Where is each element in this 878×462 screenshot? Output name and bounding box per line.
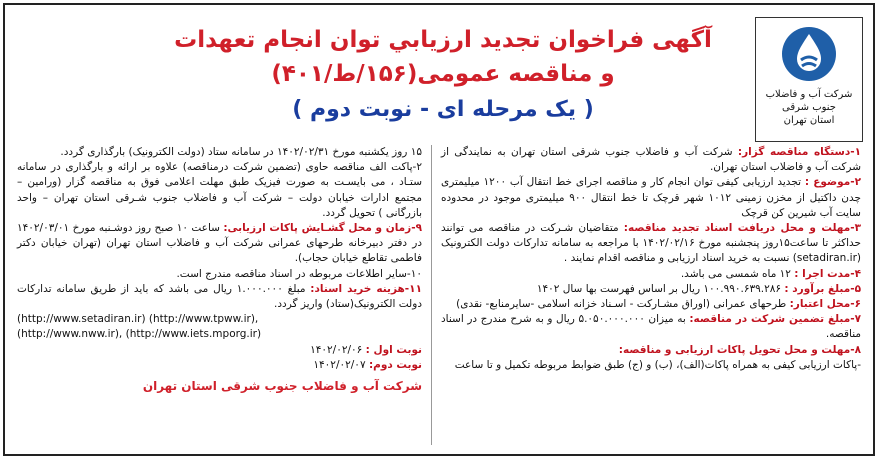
clause-8-continued: ۱۵ روز یکشنبه مورخ ۱۴۰۲/۰۲/۳۱ در سامانه ستاد (دولت الکترونیک) بارگذاری گردد.	[60, 146, 422, 158]
clause-9: ۹-زمان و محل گشـایش پاکات ارزیابی: ساعت ۱۰ صبح روز دوشـنبه مورخ ۱۴۰۲/۰۳/۰۱ در دفتر دبیرخانه طرحهای عمرانی شرکت آب و فاضلاب استان تهران (تهران خیابان دکتر فاطمی تقاطع خیابان حجاب).	[17, 222, 423, 265]
clause-7: ۷-مبلغ تضمین شرکت در مناقصه: به میزان ۵.۰۵۰.۰۰۰.۰۰۰ ریال و به شرح مندرج در اسناد مناقصه.	[441, 313, 861, 341]
clause-4: ۴-مدت اجرا : ۱۲ ماه شمسی می باشد.	[680, 267, 861, 280]
tender-notice	[3, 3, 875, 456]
organization-logo-box	[755, 17, 863, 142]
footer-signature: شرکت آب و فاضلاب جنوب شرقی استان تهران	[142, 379, 422, 394]
clause-6: ۶-محل اعتبار: طرحهای عمرانی (اوراق مشـارکت - اسـناد خزانه اسلامی -سایرمنابع- نقدی)	[456, 298, 861, 311]
clause-10: ۱۰-سایر اطلاعات مربوطه در اسناد مناقصه مندرج است.	[176, 267, 422, 280]
organization-name: شرکت آب و فاضلاب جنوب شرقی استان تهران	[765, 89, 853, 126]
clause-5: ۵-مبلغ برآورد : ۱۰۰.۹۹۰.۶۳۹.۲۸۶ ریال بر اساس فهرست بها سال ۱۴۰۲	[536, 282, 861, 295]
column-divider	[431, 145, 432, 445]
clause-1: ۱-دستگاه مناقصه گزار: شرکت آب و فاضلاب جنوب شرقی استان تهران به نمایندگی از شرکت آب و فاضلاب استان تهران.	[441, 146, 861, 174]
clause-3: ۳-مهلت و محل دریافت اسناد تجدید مناقصه: متقاضیان شـرکت در مناقصه می توانند حداکثر تا ساعت۱۵روز پنجشنبه مورخ ۱۴۰۲/۰۲/۱۶ با مراجعه به سامانه تدارکات دولت الکترونیک (setadiran.ir) نسبت به خرید اسناد ارزیابی و مناقصه اقدام نمایند .	[441, 222, 861, 265]
notice-title: آگهی فراخوان تجدید ارزیابي توان انجام تعهدات	[174, 27, 712, 53]
clause-11: ۱۱-هزینه خرید اسناد: مبلغ ۱.۰۰۰.۰۰۰ ریال می باشد که باید از طریق سامانه تدارکات دولت الکترونیک(ستاد) واریز گردد.	[17, 282, 422, 311]
notice-stage-subtitle: ( يک مرحله ای - نوبت دوم )	[292, 97, 594, 122]
website-links-2: (http://www.nww.ir), (http://www.iets.mporg.ir)	[17, 328, 262, 341]
water-drop-logo-icon	[779, 24, 839, 84]
clause-8: ۸-مهلت و محل تحویل پاکات ارزیابی و مناقصه:	[618, 343, 861, 356]
second-publication-date: نوبت دوم: ۱۴۰۲/۰۲/۰۷	[313, 358, 422, 371]
first-publication-date: نوبت اول : ۱۴۰۲/۰۲/۰۶	[310, 343, 422, 356]
website-links-1: (http://www.setadiran.ir) (http://www.tpww.ir),	[17, 313, 259, 326]
clause-8-detail: -پاکات ارزیابی کیفی به همراه پاکات(الف)، (ب) و (ج) طبق ضوابط مربوطه تکمیل و تا ساعت	[454, 358, 861, 371]
clause-2: ۲-موضوع : تجدید ارزیابی کیفی توان انجام کار و مناقصه اجرای خط انتقال آب ۱۲۰۰ میلیمتری چدن داکتیل از مخزن زمینی ۱۰۱۲ شهر قرچک تا خط انتقال ۹۰۰ میلیمتری موجود در محدوده سایت آب شیرین کن قرچک	[441, 176, 861, 219]
notice-tender-number: و مناقصه عمومی(۱۵۶/ط/۴۰۱)	[271, 61, 615, 87]
left-column	[17, 145, 422, 394]
right-column	[441, 145, 861, 373]
clause-8-envelope-a: ۲-پاکت الف مناقصه حاوی (تضمین شرکت درمناقصه) علاوه بر ارائه و بارگذاری در سامانه ستـاد ، می بایسـت به صورت فیزیک طبق مهلت اعلامی فوق به مناقصه گزار (ورامین – مجتمع ادارات خیابان دولت – شرکت آب و فاضلاب جنوب شـرقی استان تهران – واحد بازرگانی ) تحویل گردد.	[17, 161, 422, 219]
